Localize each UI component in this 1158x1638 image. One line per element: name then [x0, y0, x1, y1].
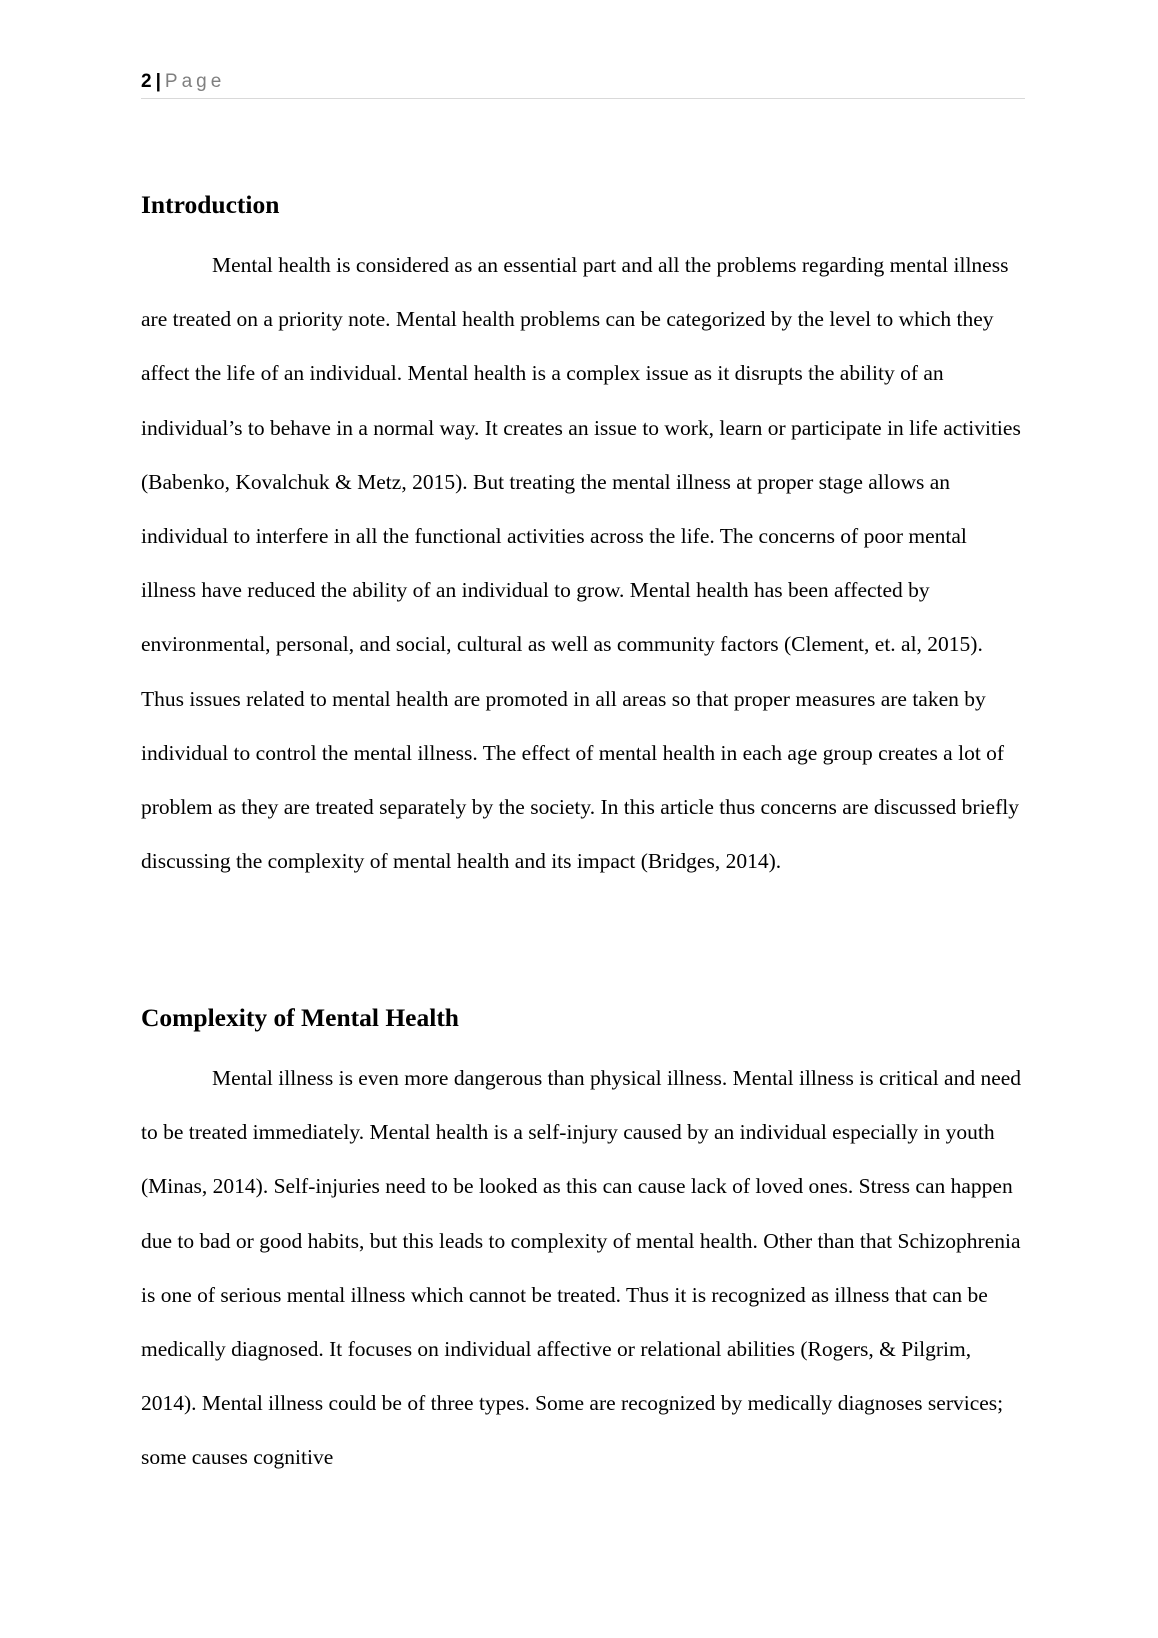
section-heading-introduction: Introduction [141, 190, 280, 219]
page-number: 2 [141, 71, 152, 92]
section-paragraph-complexity: Mental illness is even more dangerous than physical illness. Mental illness is critical and need to be treated immediately. Mental health is a self-injury caused by an individual especially in youth (Minas, 2014). Self-injuries need to be looked as this can cause lack of loved ones. Stress can happen due to bad or good habits, but this leads to complexity of mental health. Other than that Schizophrenia is one of serious mental illness which cannot be treated. Thus it is recognized as illness that can be medically diagnosed. It focuses on individual affective or relational abilities (Rogers, & Pilgrim, 2014). Mental illness could be of three types. Some are recognized by medically diagnoses services; some causes cognitive [141, 1066, 1022, 1470]
page-header [141, 68, 1025, 99]
section-heading-complexity: Complexity of Mental Health [141, 1003, 459, 1032]
section-paragraph-introduction: Mental health is considered as an essential part and all the problems regarding mental illness are treated on a priority note. Mental health problems can be categorized by the level to which they affect the life of an individual. Mental health is a complex issue as it disrupts the ability of an individual’s to behave in a normal way. It creates an issue to work, learn or participate in life activities (Babenko, Kovalchuk & Metz, 2015). But treating the mental illness at proper stage allows an individual to interfere in all the functional activities across the life. The concerns of poor mental illness have reduced the ability of an individual to grow. Mental health has been affected by environmental, personal, and social, cultural as well as community factors (Clement, et. al, 2015). Thus issues related to mental health are promoted in all areas so that proper measures are taken by individual to control the mental illness. The effect of mental health in each age group creates a lot of problem as they are treated separately by the society. In this article thus concerns are discussed briefly discussing the complexity of mental health and its impact (Bridges, 2014). [141, 253, 1021, 874]
header-separator: | [155, 71, 161, 92]
page-label: Page [164, 71, 226, 92]
